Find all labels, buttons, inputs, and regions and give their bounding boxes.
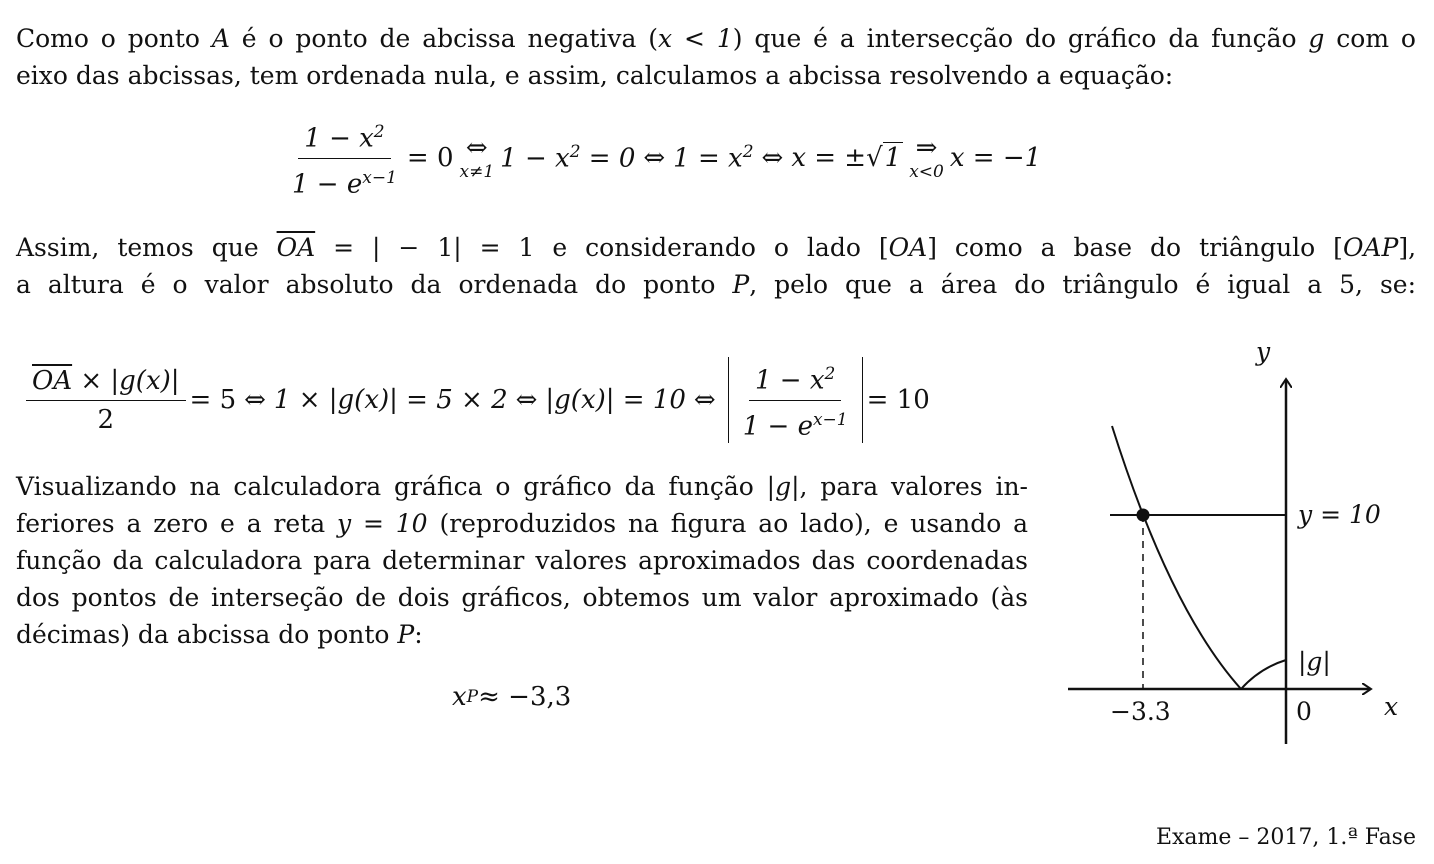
step-3: |g(x)| = 10 xyxy=(545,385,686,415)
text: × |g(x)| xyxy=(72,365,180,396)
text: ≈ −3,3 xyxy=(478,682,572,712)
paragraph-intro-line1 xyxy=(16,20,1416,57)
text: é o ponto de abcissa negativa ( xyxy=(229,24,659,53)
origin-label: 0 xyxy=(1296,697,1312,726)
step-4: x = ±√1 xyxy=(791,143,902,173)
iff-symbol: ⇔ xyxy=(643,143,666,173)
iff-symbol: ⇔ xyxy=(693,385,716,415)
intersection-point-P xyxy=(1137,509,1150,522)
text: com o xyxy=(1324,24,1416,53)
math-g: g xyxy=(1308,24,1325,53)
exponent: 2 xyxy=(569,142,581,163)
text: |, para valores in- xyxy=(791,472,1028,501)
math-P: P xyxy=(732,270,750,299)
math-A: A xyxy=(211,24,230,53)
math-x: x xyxy=(452,682,467,712)
fraction-denominator xyxy=(737,401,854,442)
fraction-numerator xyxy=(26,366,186,401)
condition: x≠1 xyxy=(459,162,495,182)
text: 1 − x xyxy=(304,123,374,154)
iff-symbol: ⇔ xyxy=(465,133,488,163)
step-2 xyxy=(500,142,635,174)
absolute-value xyxy=(728,357,863,443)
paragraph-area-line1 xyxy=(16,229,1416,266)
text: ) que é a intersecção do gráfico da função xyxy=(732,24,1309,53)
text: décimas) da abcissa do ponto xyxy=(16,620,398,649)
text: (reproduzidos na figura ao lado), e usando a xyxy=(427,509,1028,538)
text: Visualizando na calculadora gráfica o gráfico da função | xyxy=(16,472,776,501)
text: : xyxy=(414,620,423,649)
text: = | − 1| = 1 e considerando o lado [ xyxy=(315,233,889,262)
iff-with-condition xyxy=(460,135,495,181)
fraction-denominator xyxy=(286,159,403,200)
paragraph-calc-line4: dos pontos de interseção de dois gráficos, obtemos um valor aproximado (às xyxy=(16,583,1028,612)
curve-label: |g| xyxy=(1298,647,1331,676)
paragraph-intro-line2: eixo das abcissas, tem ordenada nula, e assim, calculamos a abcissa resolvendo a equação: xyxy=(16,61,1174,90)
sqrt-content: 1 xyxy=(884,143,902,173)
exponent: 2 xyxy=(373,121,385,142)
abs-g-curve-left xyxy=(1112,426,1241,689)
text: 1 = x xyxy=(673,143,743,174)
x-axis-label: x xyxy=(1384,692,1399,721)
eq-10: = 10 xyxy=(866,385,930,415)
step-result: x = −1 xyxy=(949,143,1042,173)
math-OA: $\overline{OA}$ xyxy=(276,233,316,262)
eq-5: = 5 xyxy=(189,385,237,415)
text: feriores a zero e a reta xyxy=(16,509,337,538)
math-OAP: OAP xyxy=(1342,233,1399,262)
subscript: P xyxy=(466,687,479,707)
text: x = ± xyxy=(791,143,867,173)
iff-symbol: ⇔ xyxy=(244,385,266,415)
math-g: g xyxy=(775,472,792,501)
equation-solve-g xyxy=(282,118,1041,198)
function-graph xyxy=(1060,330,1400,750)
paragraph-area-line2 xyxy=(16,266,1416,303)
fraction-numerator xyxy=(749,359,841,401)
equation-area xyxy=(22,360,930,440)
paragraph-calc-line2 xyxy=(16,505,1028,542)
math-OA: $\overline{OA}$ xyxy=(32,365,73,396)
text: a altura é o valor absoluto da ordenada do ponto xyxy=(16,270,733,299)
text: Como o ponto xyxy=(16,24,212,53)
fraction-g xyxy=(737,359,854,441)
iff-symbol: ⇔ xyxy=(761,143,784,173)
source-footer: Exame – 2017, 1.ª Fase xyxy=(1155,825,1416,850)
text: Assim, temos que xyxy=(16,233,277,262)
y-axis-label: y xyxy=(1256,337,1271,366)
math-condition: x < 1 xyxy=(658,24,733,53)
text: 1 − x xyxy=(754,365,825,396)
text: , pelo que a área do triângulo é igual a 5, se: xyxy=(749,270,1417,299)
exponent: 2 xyxy=(824,363,836,384)
implies-with-condition xyxy=(909,135,944,181)
text: ], xyxy=(1398,233,1417,262)
exponent: x−1 xyxy=(812,409,848,430)
text: = 0 xyxy=(580,143,636,174)
text: 1 − x xyxy=(500,143,570,174)
math-y10: y = 10 xyxy=(337,509,428,538)
exponent: 2 xyxy=(742,142,754,163)
text: 1 − e xyxy=(292,169,363,200)
iff-symbol: ⇔ xyxy=(515,385,538,415)
exponent: x−1 xyxy=(362,167,397,188)
fraction-g xyxy=(286,117,403,199)
paragraph-calc-line1 xyxy=(16,468,1028,505)
text: 1 − e xyxy=(742,411,813,442)
math-P: P xyxy=(397,620,415,649)
fraction-numerator xyxy=(298,117,390,159)
abs-g-curve-right xyxy=(1241,660,1286,689)
step-3 xyxy=(673,142,753,174)
paragraph-calc-line3: função da calculadora para determinar valores aproximados das coordenadas xyxy=(16,546,1028,575)
step-2: 1 × |g(x)| = 5 × 2 xyxy=(273,385,508,415)
condition: x<0 xyxy=(909,162,944,182)
implies-symbol: ⇒ xyxy=(915,133,938,163)
paragraph-calc-line5 xyxy=(16,616,423,653)
eq-zero: = 0 xyxy=(406,143,454,173)
fraction-denominator: 2 xyxy=(97,404,115,435)
fraction-area xyxy=(26,366,186,435)
line-label: y = 10 xyxy=(1298,500,1381,529)
x-mark-label: −3.3 xyxy=(1110,697,1171,726)
result-xp xyxy=(452,682,571,712)
text: ] como a base do triângulo [ xyxy=(927,233,1343,262)
math-OA: OA xyxy=(888,233,928,262)
